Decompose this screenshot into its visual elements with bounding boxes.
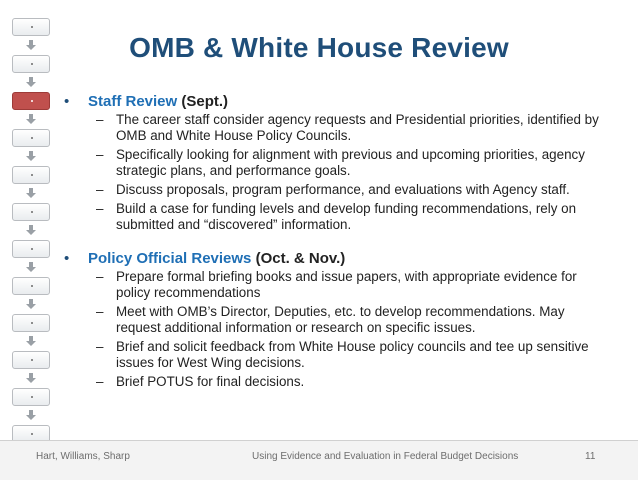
- down-arrow-icon: [26, 188, 36, 198]
- step-dot-icon: [31, 359, 33, 361]
- section-staff-review: [64, 92, 604, 233]
- step-dot-icon: [31, 100, 33, 102]
- section-heading-link[interactable]: Staff Review: [88, 93, 178, 110]
- progress-step: [12, 314, 50, 332]
- section-policy-official-reviews: [64, 249, 604, 390]
- list-item: – Specifically looking for alignment with previous and upcoming priorities, agency strategic plans, and performance goals.: [96, 147, 585, 178]
- down-arrow-icon: [26, 410, 36, 420]
- down-arrow-icon: [26, 151, 36, 161]
- list-item: – Brief and solicit feedback from White House policy councils and tee up sensitive issues for West Wing decisions.: [96, 339, 589, 370]
- slide-content: [64, 92, 604, 393]
- step-dot-icon: [31, 396, 33, 398]
- progress-step: [12, 240, 50, 258]
- step-dot-icon: [31, 433, 33, 435]
- section-heading: [64, 92, 604, 112]
- bullet-icon: •: [64, 93, 70, 110]
- list-item: – Discuss proposals, program performance, and evaluations with Agency staff.: [96, 182, 570, 197]
- dash-icon: –: [96, 147, 104, 162]
- step-dot-icon: [31, 26, 33, 28]
- step-dot-icon: [31, 322, 33, 324]
- dash-icon: –: [96, 112, 104, 127]
- section-heading-date: (Oct. & Nov.): [255, 250, 346, 267]
- list-item: – Meet with OMB’s Director, Deputies, etc. to develop recommendations. May request additional information or research on specific issues.: [96, 304, 565, 335]
- progress-step: [12, 351, 50, 369]
- dash-icon: –: [96, 374, 104, 389]
- progress-step: [12, 129, 50, 147]
- slide-title: OMB & White House Review: [129, 32, 509, 63]
- list-item: – The career staff consider agency requests and Presidential priorities, identified by OMB and White House Policy Councils.: [96, 112, 599, 143]
- step-dot-icon: [31, 174, 33, 176]
- dash-icon: –: [96, 201, 104, 216]
- dash-icon: –: [96, 304, 104, 319]
- subitems-list: [96, 269, 604, 390]
- down-arrow-icon: [26, 77, 36, 87]
- bullet-icon: •: [64, 250, 70, 267]
- down-arrow-icon: [26, 262, 36, 272]
- dash-icon: –: [96, 182, 104, 197]
- down-arrow-icon: [26, 373, 36, 383]
- down-arrow-icon: [26, 114, 36, 124]
- progress-step: [12, 277, 50, 295]
- step-dot-icon: [31, 137, 33, 139]
- progress-step: [12, 388, 50, 406]
- dash-icon: –: [96, 339, 104, 354]
- list-item: – Build a case for funding levels and develop funding recommendations, rely on submitted and “discovered” information.: [96, 201, 577, 232]
- step-dot-icon: [31, 285, 33, 287]
- list-item: – Brief POTUS for final decisions.: [96, 374, 305, 389]
- section-heading-date: (Sept.): [181, 93, 229, 110]
- progress-step: [12, 92, 50, 110]
- slide-footer: [0, 440, 638, 480]
- progress-step: [12, 166, 50, 184]
- list-item: – Prepare formal briefing books and issue papers, with appropriate evidence for policy recommendations: [96, 269, 577, 300]
- footer-title: Using Evidence and Evaluation in Federal Budget Decisions: [252, 451, 519, 462]
- subitems-list: [96, 112, 604, 233]
- progress-step: [12, 203, 50, 221]
- down-arrow-icon: [26, 299, 36, 309]
- page-number: 11: [585, 451, 596, 462]
- footer-authors: Hart, Williams, Sharp: [36, 451, 130, 462]
- dash-icon: –: [96, 269, 104, 284]
- step-dot-icon: [31, 211, 33, 213]
- down-arrow-icon: [26, 336, 36, 346]
- section-heading: [64, 249, 604, 269]
- section-heading-link[interactable]: Policy Official Reviews: [88, 250, 252, 267]
- step-dot-icon: [31, 248, 33, 250]
- down-arrow-icon: [26, 225, 36, 235]
